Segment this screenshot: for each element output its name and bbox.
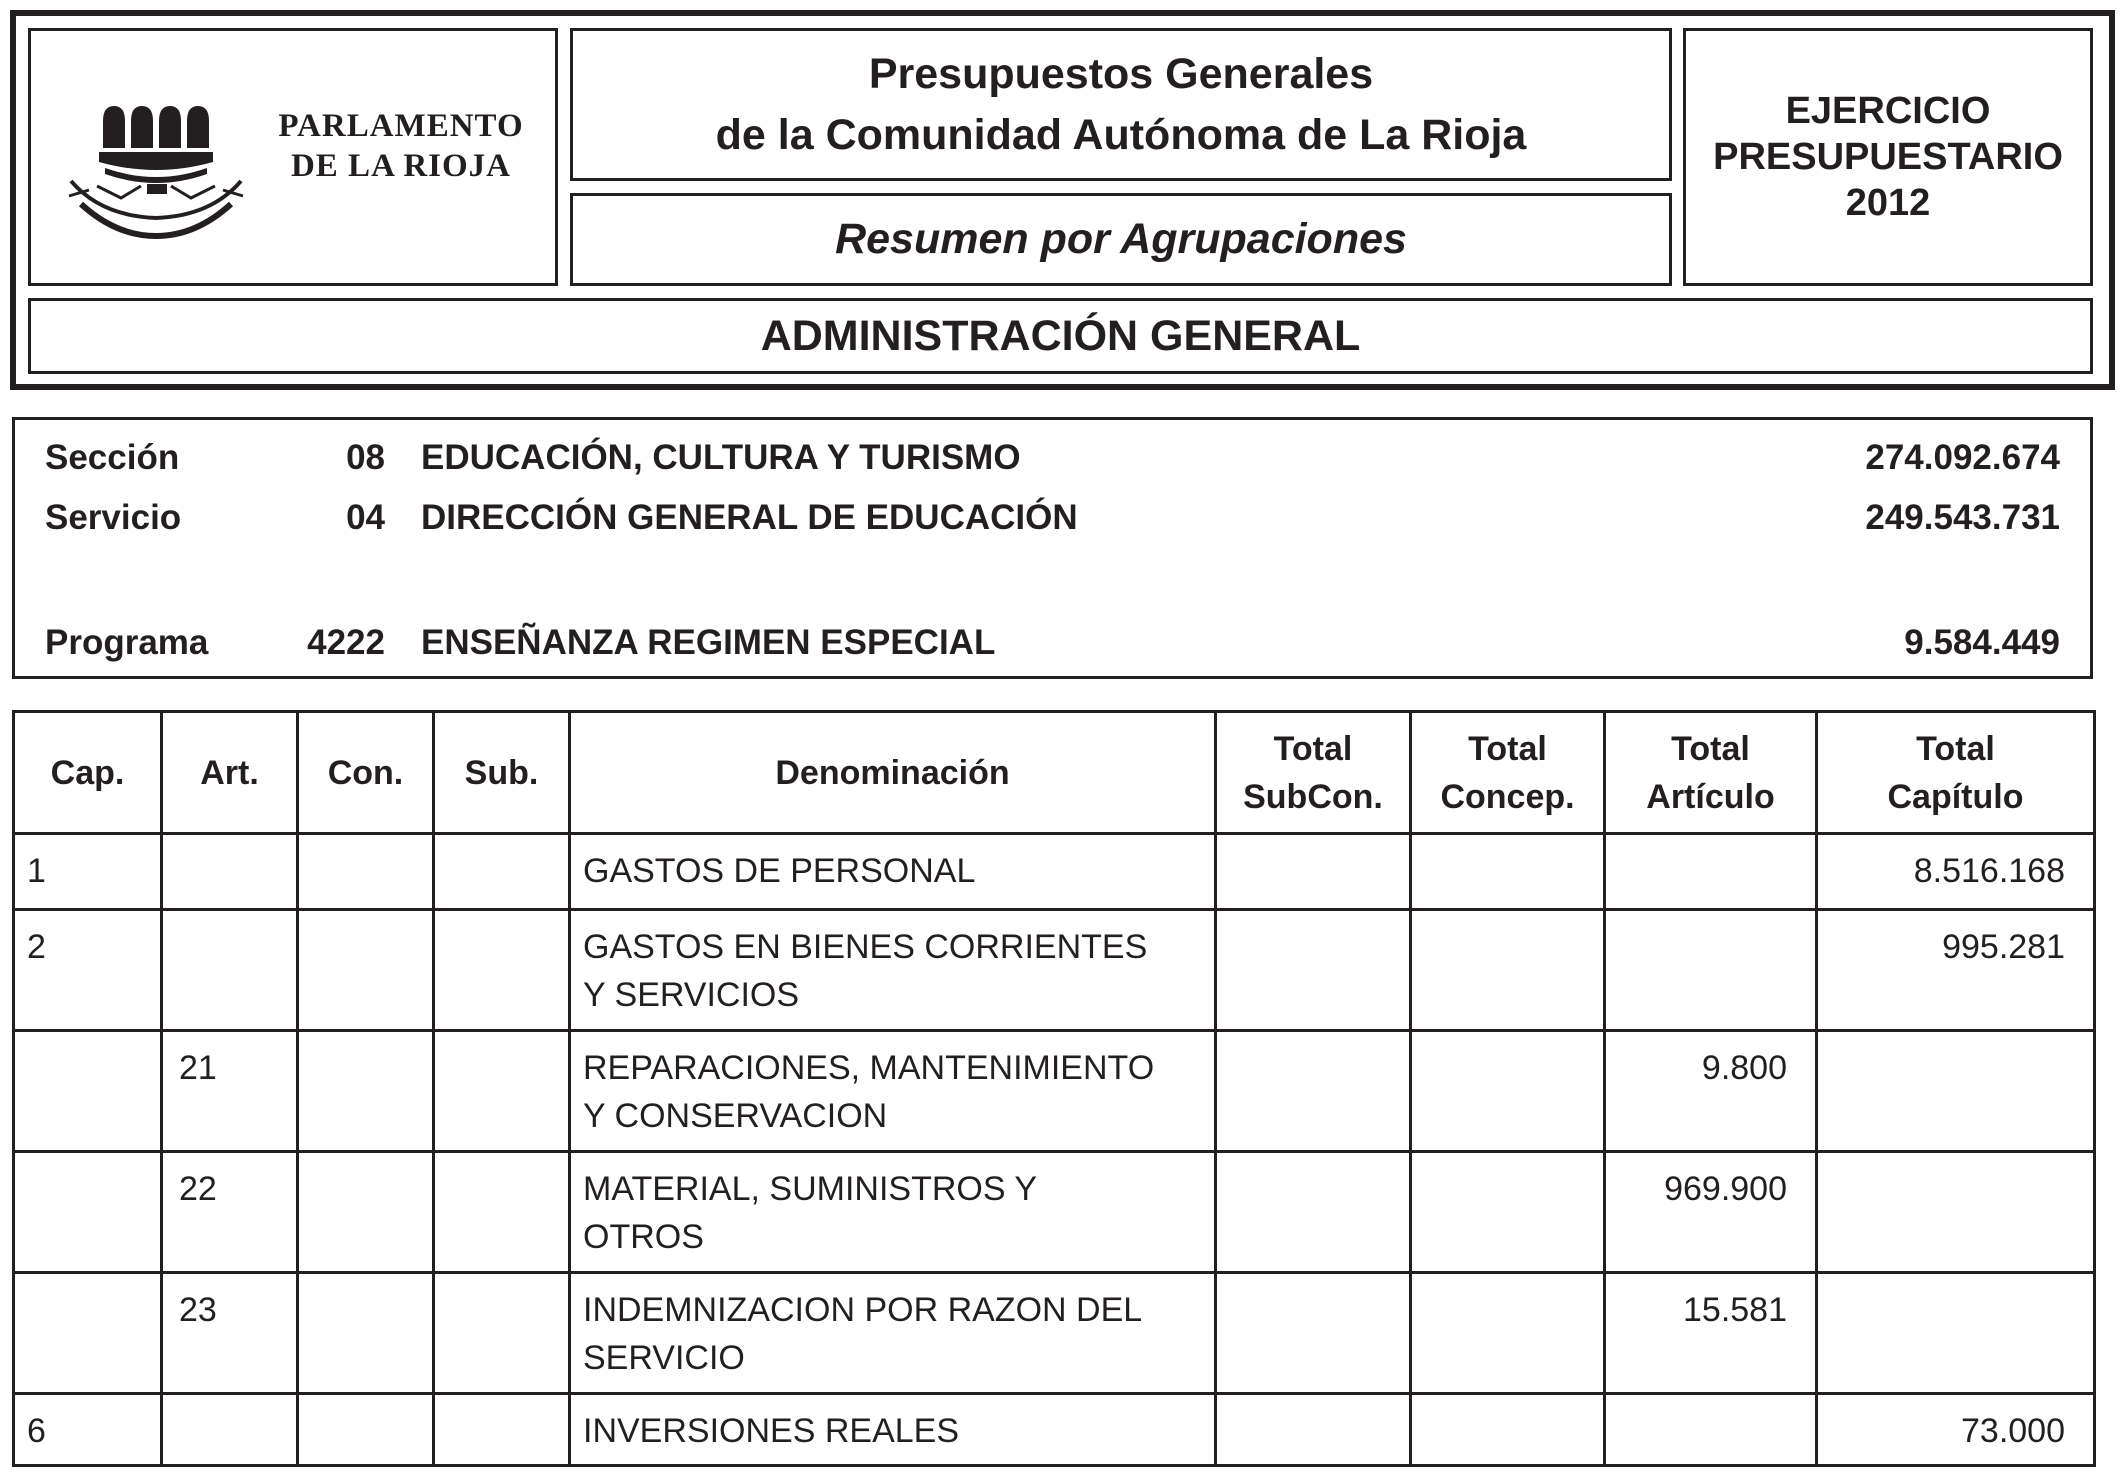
cell-cap bbox=[14, 1031, 162, 1152]
subtitle: Resumen por Agrupaciones bbox=[835, 215, 1407, 263]
section-title-box bbox=[28, 298, 2093, 374]
info-name: ENSEÑANZA REGIMEN ESPECIAL bbox=[421, 623, 996, 662]
cell-total-subcon bbox=[1216, 1394, 1411, 1466]
cell-total-capitulo bbox=[1817, 1273, 2095, 1394]
year-line-1: EJERCICIO bbox=[1785, 90, 1991, 132]
cell-total-subcon bbox=[1216, 1152, 1411, 1273]
cell-sub bbox=[434, 834, 570, 910]
cell-sub bbox=[434, 1394, 570, 1466]
cell-total-capitulo: 8.516.168 bbox=[1817, 834, 2095, 910]
title-line-1: Presupuestos Generales bbox=[868, 49, 1374, 98]
cell-total-concep bbox=[1411, 1273, 1605, 1394]
cell-total-subcon bbox=[1216, 1273, 1411, 1394]
table-row bbox=[14, 910, 2095, 1031]
table-row bbox=[14, 1394, 2095, 1466]
cell-total-concep bbox=[1411, 834, 1605, 910]
info-label: Programa bbox=[45, 623, 209, 662]
logo-line-2: DE LA RIOJA bbox=[290, 148, 512, 184]
info-amount: 249.543.731 bbox=[1865, 498, 2060, 537]
cell-total-articulo bbox=[1605, 834, 1817, 910]
cell-denominacion: GASTOS DE PERSONAL bbox=[570, 834, 1216, 910]
header-total-subcon: Total SubCon. bbox=[1216, 712, 1411, 834]
cell-denominacion: REPARACIONES, MANTENIMIENTO Y CONSERVACION bbox=[570, 1031, 1216, 1152]
cell-art bbox=[162, 910, 298, 1031]
cell-art bbox=[162, 1394, 298, 1466]
cell-con bbox=[298, 1152, 434, 1273]
header-denominacion: Denominación bbox=[570, 712, 1216, 834]
cell-total-articulo bbox=[1605, 1394, 1817, 1466]
info-code: 08 bbox=[346, 438, 385, 477]
cell-cap bbox=[14, 1152, 162, 1273]
year-line-3: 2012 bbox=[1845, 182, 1931, 224]
header-total-articulo: Total Artículo bbox=[1605, 712, 1817, 834]
header-total-concep: Total Concep. bbox=[1411, 712, 1605, 834]
cell-denominacion: INDEMNIZACION POR RAZON DEL SERVICIO bbox=[570, 1273, 1216, 1394]
budget-info-box bbox=[12, 417, 2093, 679]
cell-denominacion: GASTOS EN BIENES CORRIENTES Y SERVICIOS bbox=[570, 910, 1216, 1031]
info-code: 4222 bbox=[307, 623, 385, 662]
cell-con bbox=[298, 834, 434, 910]
logo-line-1: PARLAMENTO bbox=[278, 108, 524, 144]
cell-total-articulo: 15.581 bbox=[1605, 1273, 1817, 1394]
cell-con bbox=[298, 1394, 434, 1466]
cell-total-articulo: 969.900 bbox=[1605, 1152, 1817, 1273]
budget-table bbox=[12, 710, 2096, 1467]
cell-total-concep bbox=[1411, 910, 1605, 1031]
header-con: Con. bbox=[298, 712, 434, 834]
cell-total-concep bbox=[1411, 1031, 1605, 1152]
cell-total-articulo bbox=[1605, 910, 1817, 1031]
info-row-seccion bbox=[15, 438, 2090, 488]
table-row bbox=[14, 1031, 2095, 1152]
info-row-programa bbox=[15, 623, 2090, 673]
table-row bbox=[14, 834, 2095, 910]
cell-cap: 1 bbox=[14, 834, 162, 910]
cell-cap: 2 bbox=[14, 910, 162, 1031]
cell-denominacion: INVERSIONES REALES bbox=[570, 1394, 1216, 1466]
cell-sub bbox=[434, 910, 570, 1031]
cell-total-capitulo: 73.000 bbox=[1817, 1394, 2095, 1466]
cell-con bbox=[298, 910, 434, 1031]
cell-art: 21 bbox=[162, 1031, 298, 1152]
subtitle-box bbox=[570, 193, 1672, 286]
cell-total-concep bbox=[1411, 1394, 1605, 1466]
header-total-capitulo: Total Capítulo bbox=[1817, 712, 2095, 834]
cell-cap bbox=[14, 1273, 162, 1394]
info-label: Servicio bbox=[45, 498, 182, 537]
cell-total-articulo: 9.800 bbox=[1605, 1031, 1817, 1152]
info-name: DIRECCIÓN GENERAL DE EDUCACIÓN bbox=[421, 498, 1078, 537]
table-row bbox=[14, 1273, 2095, 1394]
cell-con bbox=[298, 1273, 434, 1394]
header-art: Art. bbox=[162, 712, 298, 834]
cell-total-subcon bbox=[1216, 834, 1411, 910]
cell-art bbox=[162, 834, 298, 910]
info-name: EDUCACIÓN, CULTURA Y TURISMO bbox=[421, 438, 1021, 477]
cell-con bbox=[298, 1031, 434, 1152]
cell-total-capitulo: 995.281 bbox=[1817, 910, 2095, 1031]
logo-box bbox=[28, 28, 558, 286]
title-line-2: de la Comunidad Autónoma de La Rioja bbox=[715, 110, 1527, 159]
cell-total-subcon bbox=[1216, 910, 1411, 1031]
cell-art: 23 bbox=[162, 1273, 298, 1394]
cell-sub bbox=[434, 1031, 570, 1152]
info-amount: 274.092.674 bbox=[1865, 438, 2060, 477]
cell-art: 22 bbox=[162, 1152, 298, 1273]
cell-total-capitulo bbox=[1817, 1031, 2095, 1152]
info-amount: 9.584.449 bbox=[1904, 623, 2060, 662]
cell-total-concep bbox=[1411, 1152, 1605, 1273]
title-box bbox=[570, 28, 1672, 181]
info-row-servicio bbox=[15, 498, 2090, 548]
year-line-2: PRESUPUESTARIO bbox=[1713, 136, 2063, 178]
section-title: ADMINISTRACIÓN GENERAL bbox=[760, 311, 1361, 360]
header-sub: Sub. bbox=[434, 712, 570, 834]
table-row bbox=[14, 1152, 2095, 1273]
cell-total-capitulo bbox=[1817, 1152, 2095, 1273]
cell-sub bbox=[434, 1152, 570, 1273]
table-header-row bbox=[14, 712, 2095, 834]
info-label: Sección bbox=[45, 438, 180, 477]
cell-denominacion: MATERIAL, SUMINISTROS Y OTROS bbox=[570, 1152, 1216, 1273]
header-cap: Cap. bbox=[14, 712, 162, 834]
cell-total-subcon bbox=[1216, 1031, 1411, 1152]
parlamento-emblem-icon bbox=[61, 86, 271, 251]
cell-cap: 6 bbox=[14, 1394, 162, 1466]
info-code: 04 bbox=[346, 498, 385, 537]
fiscal-year-box bbox=[1683, 28, 2093, 286]
logo-text bbox=[251, 106, 551, 186]
cell-sub bbox=[434, 1273, 570, 1394]
